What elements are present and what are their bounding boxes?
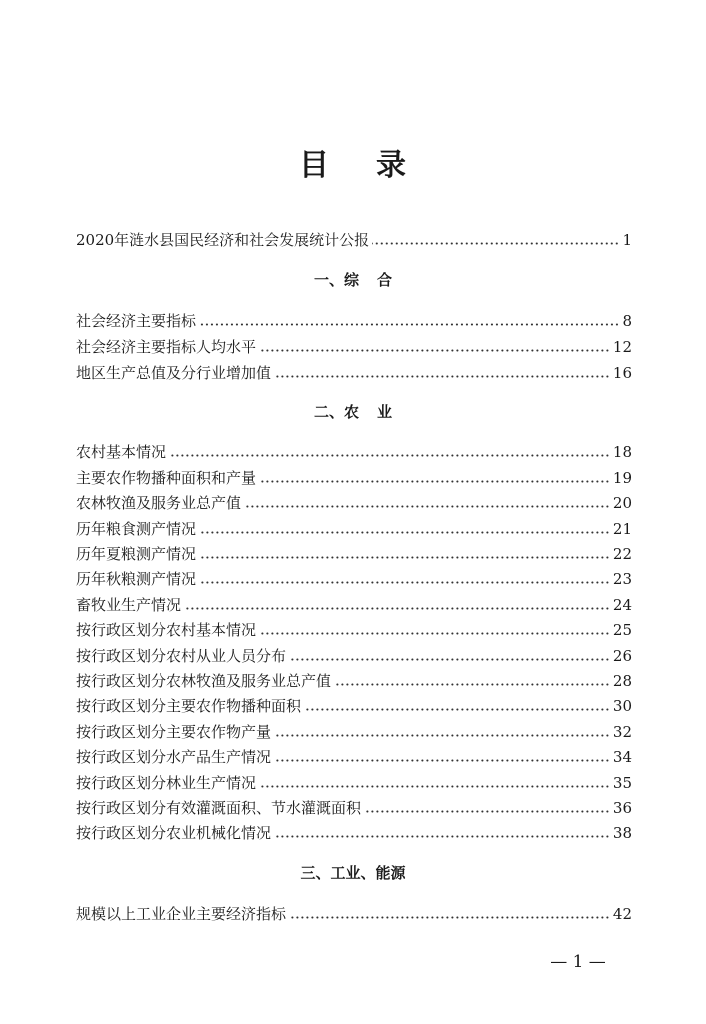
toc-entry-page: 35 bbox=[612, 774, 632, 792]
toc-entry-page: 32 bbox=[612, 723, 632, 741]
toc-entry-page: 21 bbox=[612, 520, 632, 538]
toc-leader-dots bbox=[199, 581, 610, 584]
toc-leader-dots bbox=[259, 632, 610, 635]
toc-leader-dots bbox=[274, 759, 610, 762]
toc-leader-dots bbox=[289, 658, 610, 661]
toc-entry-page: 8 bbox=[622, 312, 632, 330]
toc-entry[interactable] bbox=[76, 645, 632, 667]
section-heading-industry-energy bbox=[0, 862, 706, 884]
toc-leader-dots bbox=[274, 835, 610, 838]
toc-entry-page: 26 bbox=[612, 647, 632, 665]
toc-entry-page: 30 bbox=[612, 697, 632, 715]
toc-entry-label: 按行政区划分主要农作物播种面积 bbox=[76, 697, 302, 715]
toc-entry[interactable] bbox=[76, 336, 632, 358]
toc-entry-label: 畜牧业生产情况 bbox=[76, 596, 182, 614]
toc-entry-label: 社会经济主要指标人均水平 bbox=[76, 338, 257, 356]
toc-leader-dots bbox=[199, 323, 619, 326]
toc-entry[interactable] bbox=[76, 772, 632, 794]
toc-entry-label: 规模以上工业企业主要经济指标 bbox=[76, 905, 287, 923]
toc-leader-dots bbox=[334, 683, 610, 686]
toc-leader-dots bbox=[259, 785, 610, 788]
toc-entry-label: 历年夏粮测产情况 bbox=[76, 545, 197, 563]
toc-entry-page: 25 bbox=[612, 621, 632, 639]
toc-leader-dots bbox=[244, 505, 610, 508]
toc-entry[interactable] bbox=[76, 441, 632, 463]
toc-entry-page: 28 bbox=[612, 672, 632, 690]
toc-entry-page: 1 bbox=[622, 231, 632, 249]
toc-entry-label: 按行政区划分农林牧渔及服务业总产值 bbox=[76, 672, 332, 690]
toc-entry-label: 按行政区划分主要农作物产量 bbox=[76, 723, 272, 741]
toc-entry-label: 按行政区划分农业机械化情况 bbox=[76, 824, 272, 842]
toc-entry-label: 地区生产总值及分行业增加值 bbox=[76, 364, 272, 382]
toc-entry-page: 36 bbox=[612, 799, 632, 817]
toc-entry[interactable] bbox=[76, 310, 632, 332]
title-char-1: 目 bbox=[299, 148, 330, 183]
toc-entry-label: 按行政区划分林业生产情况 bbox=[76, 774, 257, 792]
toc-entry-page: 34 bbox=[612, 748, 632, 766]
toc-leader-dots bbox=[274, 375, 610, 378]
toc-entry-page: 42 bbox=[612, 905, 632, 923]
toc-leader-dots bbox=[364, 810, 610, 813]
toc-entry-label: 历年粮食测产情况 bbox=[76, 520, 197, 538]
toc-entry-label: 主要农作物播种面积和产量 bbox=[76, 469, 257, 487]
toc-entry[interactable] bbox=[76, 467, 632, 489]
toc-entry-page: 18 bbox=[612, 443, 632, 461]
toc-entry[interactable] bbox=[76, 362, 632, 384]
page-number: — 1 — bbox=[550, 952, 606, 972]
toc-entry[interactable] bbox=[76, 670, 632, 692]
toc-entry[interactable] bbox=[76, 797, 632, 819]
toc-leader-dots bbox=[259, 480, 610, 483]
toc-entry-page: 16 bbox=[612, 364, 632, 382]
toc-entry[interactable] bbox=[76, 492, 632, 514]
toc-leader-dots bbox=[289, 916, 610, 919]
section-heading-part: 业 bbox=[377, 403, 393, 421]
toc-entry-intro[interactable] bbox=[76, 229, 632, 251]
toc-entry-label: 按行政区划分水产品生产情况 bbox=[76, 748, 272, 766]
title-char-2: 录 bbox=[376, 148, 407, 183]
toc-leader-dots bbox=[259, 349, 610, 352]
toc-entry[interactable] bbox=[76, 721, 632, 743]
toc-entry[interactable] bbox=[76, 568, 632, 590]
toc-entry[interactable] bbox=[76, 543, 632, 565]
toc-leader-dots bbox=[274, 734, 610, 737]
toc-entry[interactable] bbox=[76, 746, 632, 768]
toc-entry[interactable] bbox=[76, 822, 632, 844]
section-heading-comprehensive bbox=[0, 269, 706, 291]
toc-entry-label: 农村基本情况 bbox=[76, 443, 167, 461]
toc-entry-label: 历年秋粮测产情况 bbox=[76, 570, 197, 588]
toc-entry-label: 农林牧渔及服务业总产值 bbox=[76, 494, 242, 512]
page-title bbox=[0, 140, 706, 184]
toc-entry-page: 23 bbox=[612, 570, 632, 588]
toc-entry-label: 按行政区划分农村从业人员分布 bbox=[76, 647, 287, 665]
toc-leader-dots bbox=[372, 242, 619, 245]
toc-entry-page: 24 bbox=[612, 596, 632, 614]
toc-leader-dots bbox=[184, 607, 610, 610]
toc-entry-page: 20 bbox=[612, 494, 632, 512]
toc-entry-page: 22 bbox=[612, 545, 632, 563]
toc-entry-label: 社会经济主要指标 bbox=[76, 312, 197, 330]
toc-entry-label: 2020年涟水县国民经济和社会发展统计公报 bbox=[76, 231, 370, 249]
toc-entry-page: 19 bbox=[612, 469, 632, 487]
toc-leader-dots bbox=[169, 454, 610, 457]
toc-leader-dots bbox=[199, 531, 610, 534]
toc-entry[interactable] bbox=[76, 619, 632, 641]
toc-entry[interactable] bbox=[76, 903, 632, 925]
section-heading-part: 一、综 bbox=[313, 271, 359, 289]
toc-entry-page: 12 bbox=[612, 338, 632, 356]
toc-entry[interactable] bbox=[76, 518, 632, 540]
toc-entry-label: 按行政区划分有效灌溉面积、节水灌溉面积 bbox=[76, 799, 362, 817]
section-heading-agriculture bbox=[0, 401, 706, 423]
section-heading-part: 合 bbox=[377, 271, 393, 289]
section-heading-part: 三、工业、能源 bbox=[300, 864, 406, 882]
toc-entry[interactable] bbox=[76, 695, 632, 717]
section-heading-part: 二、农 bbox=[313, 403, 359, 421]
toc-leader-dots bbox=[304, 708, 610, 711]
toc-entry-page: 38 bbox=[612, 824, 632, 842]
toc-entry[interactable] bbox=[76, 594, 632, 616]
toc-leader-dots bbox=[199, 556, 610, 559]
toc-entry-label: 按行政区划分农村基本情况 bbox=[76, 621, 257, 639]
